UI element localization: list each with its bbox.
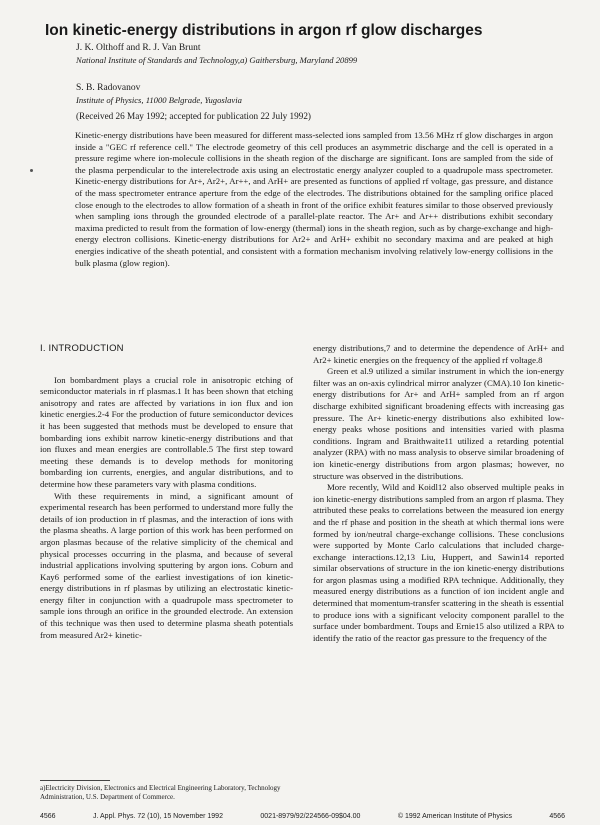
paragraph: More recently, Wild and Koidl12 also observed multiple peaks in ion kinetic-energy distributions sampled from an argon rf plasma. They attributed these peaks to correlations between the measured ion energy and the rf phase and position in the sheath at which thermal ions were formed by ion/neutral charge-exchange collisions. These conclusions were supported by Monte Carlo calculations that included charge-exchange interactions.12,13 Liu, Huppert, and Sawin14 reported similar observations of structure in the ion kinetic-energy distributions for argon plasmas using a modified RPA technique. Additionally, they measured energy distributions as a function of ion incident angle and determined that momentum-transfer scattering in the sheath is essential to produce ions with a significant velocity component parallel to the surface under bombardment. Toups and Ernie15 also utilized a RPA to identify the ratio of the reactor gas pressure to the frequency of the bbox=[313, 482, 564, 643]
author-block-1 bbox=[76, 43, 357, 66]
copyright: © 1992 American Institute of Physics bbox=[397, 813, 512, 820]
footnote: a)Electricity Division, Electronics and Electrical Engineering Laboratory, Technology Administration, U.S. Department of Commerce. bbox=[40, 784, 281, 801]
article-code: 0021-8979/92/224566-09$04.00 bbox=[260, 813, 361, 820]
paragraph: Green et al.9 utilized a similar instrument in which the ion-energy filter was an on-axis cylindrical mirror analyzer (CMA).10 Ion kinetic-energy distributions for Ar+ and ArH+ sampled from an rf argon discharge exhibited significant broadening effects with increasing gas pressure. The Ar+ kinetic-energy distributions also exhibited low-energy peaks whose positions and intensities varied with plasma conditions. Ingram and Braithwaite11 utilized a retarding potential analyzer (RPA) with no mass analysis to observe similar broadening of ion kinetic-energy distributions from argon plasmas; however, no structure was observed in the distributions. bbox=[313, 366, 564, 481]
page-number-right: 4566 bbox=[549, 813, 565, 820]
author-names: J. K. Olthoff and R. J. Van Brunt bbox=[76, 43, 201, 53]
author-affiliation: National Institute of Standards and Technology,a) Gaithersburg, Maryland 20899 bbox=[76, 54, 358, 65]
section-heading: I. INTRODUCTION bbox=[40, 343, 124, 354]
page-footer bbox=[40, 813, 565, 820]
author-block-2 bbox=[76, 83, 242, 106]
author-affiliation: Institute of Physics, 11000 Belgrade, Yugoslavia bbox=[76, 94, 242, 105]
right-column bbox=[313, 343, 564, 644]
margin-mark bbox=[30, 169, 33, 172]
author-names: S. B. Radovanov bbox=[76, 83, 141, 93]
journal-citation: J. Appl. Phys. 72 (10), 15 November 1992 bbox=[93, 813, 223, 820]
received-dates: (Received 26 May 1992; accepted for publication 22 July 1992) bbox=[76, 111, 311, 121]
paragraph: energy distributions,7 and to determine the dependence of ArH+ and Ar2+ kinetic energies on the frequency of the applied rf voltage.8 bbox=[313, 343, 564, 365]
page-number-left: 4566 bbox=[40, 813, 56, 820]
left-column bbox=[40, 343, 293, 641]
paper-title: Ion kinetic-energy distributions in argon rf glow discharges bbox=[45, 22, 483, 39]
abstract: Kinetic-energy distributions have been measured for different mass-selected ions sampled from 13.56 MHz rf glow discharges in argon inside a "GEC rf reference cell." The electrode geometry of this cell produces an asymmetric discharge and the cell is operated in a pressure regime where ion-molecule collisions in the sheath region of the discharge are significant. Ions are sampled from the side of the plasma perpendicular to the interelectrode axis using an electrostatic energy analyzer coupled to a quadrupole mass spectrometer. Kinetic-energy distributions for Ar+, Ar2+, Ar++, and ArH+ are presented as functions of applied rf voltage, gas pressure, and distance of the mass spectrometer entrance aperture from the edge of the electrodes. The distributions obtained for the sampling orifice placed close enough to the electrodes to allow formation of a sheath in front of the orifice exhibit features similar to those observed previously when sampling ions through the grounded electrode of a parallel-plate reactor. The Ar+ and Ar++ distributions exhibit secondary maxima predicted to result from the formation of low-energy (thermal) ions in the sheath region, such as by charge-exchange and high-energy electron collisions. Kinetic-energy distributions for Ar2+ and ArH+ exhibit no secondary maxima and are peaked at high energies indicative of the sheath potential, and consistent with a formation mechanism involving relatively low-energy collisions in the bulk plasma (glow region). bbox=[75, 130, 553, 268]
paragraph: With these requirements in mind, a significant amount of experimental research has been performed to understand more fully the details of ion production in rf plasmas, and the interaction of ions with the plasma sheaths. A large portion of this work has been performed on argon plasmas because of the relative simplicity of the chemical and physical processes occurring in the plasma, and because of several industrial applications involving sputtering by argon ions. Coburn and Kay6 performed some of the earliest investigations of ion kinetic-energy distributions in rf plasmas by utilizing an electrostatic kinetic-energy filter in conjunction with a quadrupole mass spectrometer to sample ions through an orifice in the grounded electrode. An extension of this technique was then used to determine plasma sheath potentials from measured Ar2+ kinetic- bbox=[40, 490, 293, 640]
footnote-divider bbox=[40, 780, 110, 781]
paragraph: Ion bombardment plays a crucial role in anisotropic etching of semiconductor materials in rf plasmas.1 It has been shown that etching anisotropy and rates are affected by variations in ion flux and ion kinetic energies.2-4 For the production of future semiconductor devices it has been suggested that methods must be developed to ensure that bombarding ions exhibit narrow kinetic-energy distributions and that ion fluxes and mean energies are controllable.5 The first step toward meeting these demands is to develop methods for monitoring bombarding ion currents, energies, and angular distributions, and to determine how these parameters vary with plasma conditions. bbox=[40, 374, 293, 489]
